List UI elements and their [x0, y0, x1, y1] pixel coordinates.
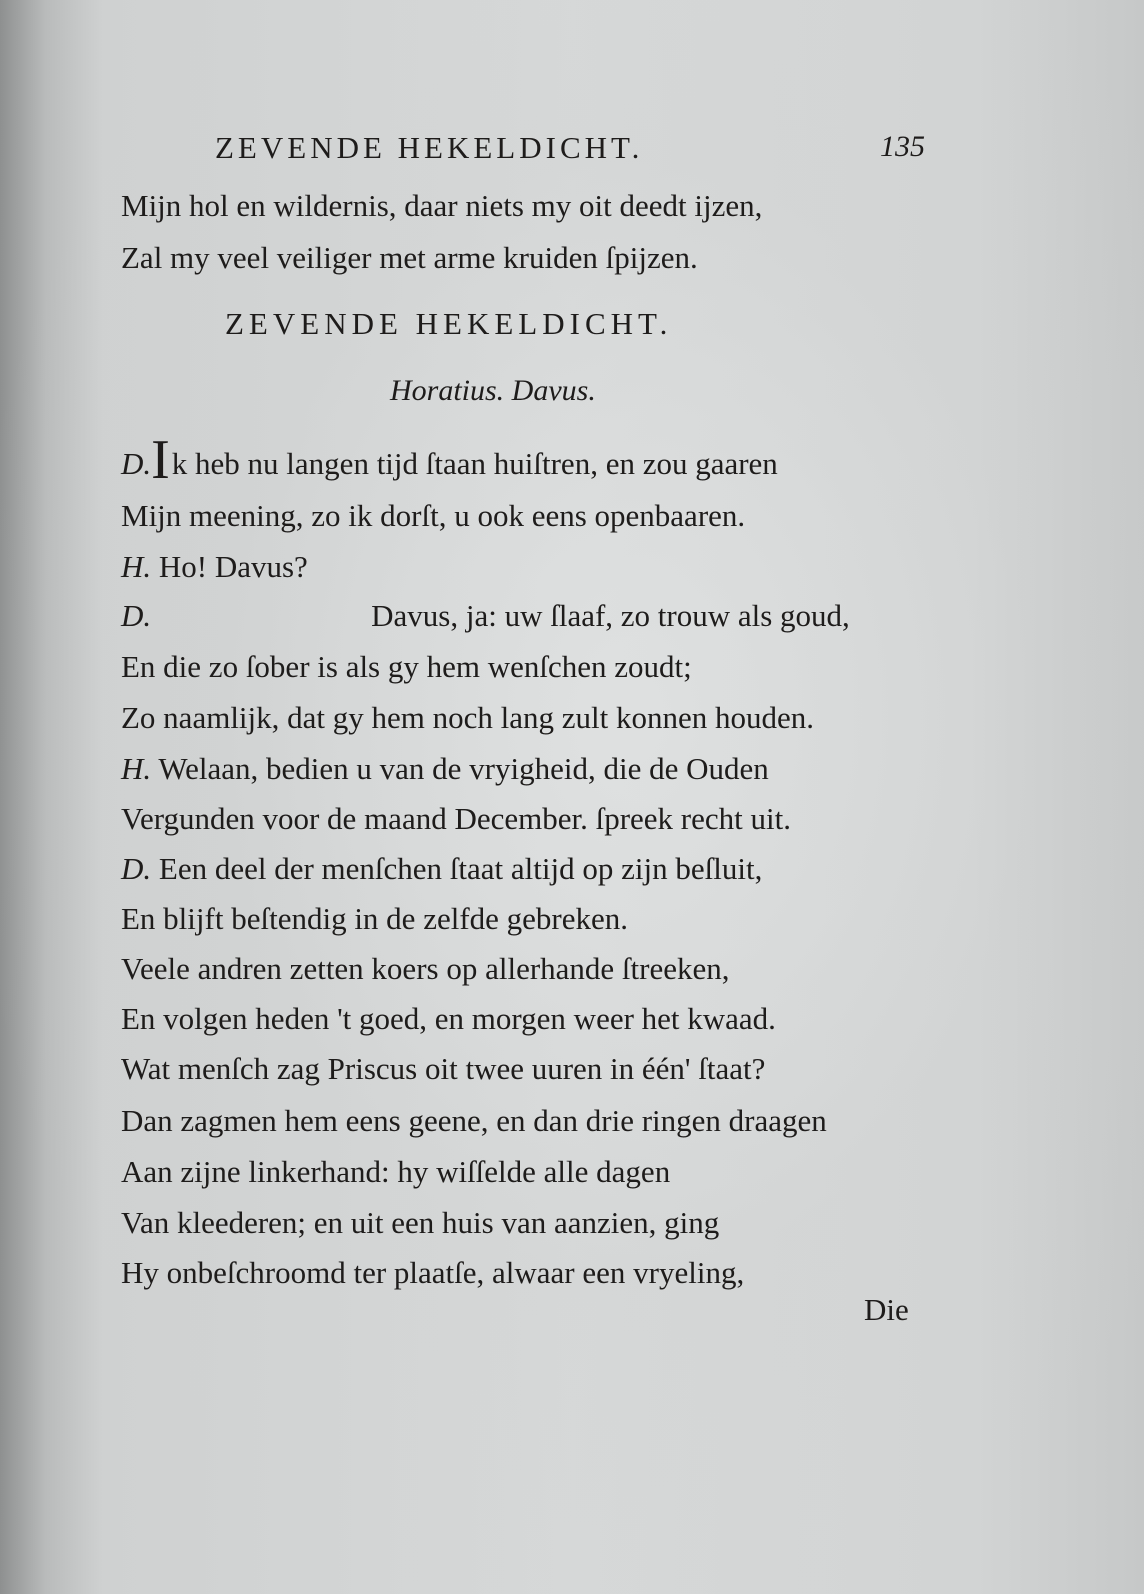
- dialogue-line-5: En die zo ſober is als gy hem wenſchen zoudt;: [121, 649, 692, 684]
- running-title: ZEVENDE HEKELDICHT.: [215, 130, 644, 165]
- dialogue-line-2: Mijn meening, zo ik dorſt, u ook eens openbaaren.: [121, 498, 746, 533]
- speaker-label: D.: [121, 851, 152, 886]
- line-text: Een deel der menſchen ſtaat altijd op zijn beſluit,: [158, 851, 763, 886]
- section-title: ZEVENDE HEKELDICHT.: [225, 306, 673, 341]
- dialogue-line-14: Dan zagmen hem eens geene, en dan drie ringen draagen: [121, 1103, 827, 1138]
- dialogue-line-4: [121, 596, 850, 636]
- dialogue-line-1: [121, 429, 778, 491]
- speaker-label: D.: [121, 598, 152, 633]
- dialogue-line-13: Wat menſch zag Priscus oit twee uuren in één' ſtaat?: [121, 1051, 766, 1086]
- dialogue-line-16: Van kleederen; en uit een huis van aanzien, ging: [121, 1205, 720, 1240]
- page-number: 135: [880, 130, 925, 163]
- drop-cap: I: [151, 429, 170, 491]
- opening-line-2: Zal my veel veiliger met arme kruiden ſpijzen.: [121, 240, 698, 275]
- speakers-line: Horatius. Davus.: [390, 374, 596, 407]
- dialogue-line-9: [121, 849, 762, 889]
- dialogue-line-11: Veele andren zetten koers op allerhande ſtreeken,: [121, 951, 730, 986]
- speaker-label: H.: [121, 549, 152, 584]
- catchword: Die: [864, 1292, 909, 1327]
- speaker-label: H.: [121, 751, 152, 786]
- speaker-label: D.: [121, 446, 152, 481]
- dialogue-line-6: Zo naamlijk, dat gy hem noch lang zult konnen houden.: [121, 700, 815, 735]
- line-text: Ho! Davus?: [158, 549, 308, 584]
- opening-line-1: Mijn hol en wildernis, daar niets my oit deedt ijzen,: [121, 188, 763, 223]
- line-text: Welaan, bedien u van de vryigheid, die de Ouden: [158, 751, 769, 786]
- dialogue-line-7: [121, 749, 769, 789]
- dialogue-line-17: Hy onbeſchroomd ter plaatſe, alwaar een vryeling,: [121, 1255, 745, 1290]
- line-text: k heb nu langen tijd ſtaan huiſtren, en zou gaaren: [171, 446, 778, 481]
- line-text: Davus, ja: uw ſlaaf, zo trouw als goud,: [371, 598, 850, 633]
- dialogue-line-15: Aan zijne linkerhand: hy wiſſelde alle dagen: [121, 1154, 671, 1189]
- dialogue-line-10: En blijft beſtendig in de zelfde gebreken.: [121, 901, 629, 936]
- dialogue-line-12: En volgen heden 't goed, en morgen weer het kwaad.: [121, 1001, 776, 1036]
- dialogue-line-8: Vergunden voor de maand December. ſpreek recht uit.: [121, 801, 791, 836]
- dialogue-line-3: [121, 547, 308, 587]
